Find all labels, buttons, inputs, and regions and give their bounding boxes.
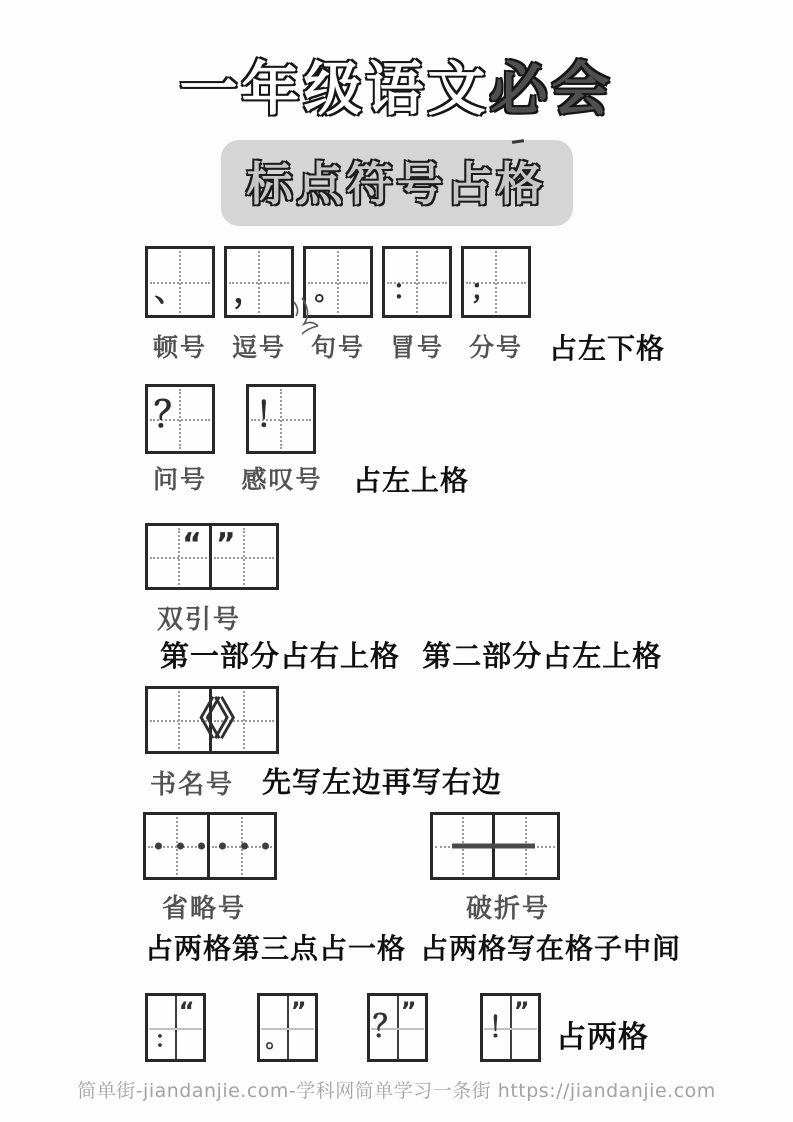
ellipsis-dot [177, 843, 184, 850]
combo-cell [257, 993, 318, 1062]
grid-cell [145, 384, 215, 454]
cell-label: 顿号 [152, 333, 207, 362]
section-note: 先写左边再写右边 [262, 765, 503, 799]
grid-cell [382, 246, 452, 318]
combo-left-mark: 。 [265, 1028, 288, 1054]
stray-pen-scribble [288, 292, 332, 338]
cell-label: 逗号 [231, 333, 286, 362]
combo-cell [367, 993, 428, 1062]
punctuation-mark: 、 [154, 273, 185, 309]
double-grid-cell-ellipsis [143, 812, 277, 880]
grid-cell [145, 686, 222, 754]
combo-right-mark: “ [178, 997, 195, 1025]
combo-left-mark: ？ [372, 1008, 403, 1044]
grid-cell [145, 523, 212, 590]
double-grid-cell-dash [430, 812, 560, 880]
combo-right-mark: ” [290, 997, 307, 1025]
cell-label: 省略号 [162, 894, 247, 924]
ellipsis-dot [155, 843, 162, 850]
page-title-accent: 必会 [489, 55, 614, 123]
combo-right-mark: ” [400, 997, 417, 1025]
punctuation-mark: ！ [255, 395, 290, 436]
punctuation-mark: ； [470, 273, 499, 307]
grid-cell [224, 246, 294, 318]
book-close-mark: 》 [213, 694, 258, 745]
section-note: 第一部分占右上格 第二部分占左上格 [160, 639, 663, 673]
ellipsis-dot [219, 843, 226, 850]
double-grid-cell [145, 686, 279, 754]
open-quote-mark: “ [182, 527, 202, 562]
punctuation-mark: ， [233, 272, 266, 311]
cell-label: 句号 [310, 333, 365, 362]
grid-cell [212, 686, 279, 754]
subtitle-badge [221, 140, 573, 226]
book-open-mark: 《 [177, 694, 222, 745]
grid-cell [246, 384, 316, 454]
section-note: 占两格第三点占一格 [145, 932, 407, 965]
punctuation-mark: ： [392, 274, 420, 306]
combo-left-mark: ！ [488, 1009, 517, 1043]
cell-label: 分号 [468, 333, 523, 362]
cell-label: 冒号 [389, 333, 444, 362]
combo-cell [480, 993, 541, 1062]
combo-left-mark: ： [154, 1026, 178, 1053]
close-quote-mark: ” [215, 527, 236, 562]
ellipsis-dot [198, 843, 205, 850]
cell-label: 感叹号 [241, 465, 323, 494]
grid-cell [145, 246, 215, 318]
punctuation-mark: ？ [153, 394, 190, 436]
section-note: 占左下格 [549, 332, 666, 365]
subtitle-row [0, 140, 793, 226]
punctuation-mark: 。 [314, 276, 342, 308]
footer-text: 简单街-jiandanjie.com-学科网简单学习一条街 https://jiandanjie.com [77, 1080, 716, 1102]
combo-cell [145, 993, 206, 1062]
cell-label: 问号 [152, 465, 207, 494]
section-note: 占两格写在格子中间 [420, 932, 682, 965]
subtitle-text: 标点符号占格 [246, 157, 547, 211]
cell-label: 书名号 [150, 770, 235, 800]
dash-mark-line [452, 844, 535, 849]
section-note: 占左上格 [353, 464, 470, 497]
cell-label: 双引号 [157, 605, 242, 635]
section-note: 占两格 [556, 1020, 649, 1055]
page-title-main: 一年级语文 [179, 55, 490, 123]
cell-label: 破折号 [466, 894, 551, 924]
ellipsis-dot [241, 843, 248, 850]
grid-cell [461, 246, 531, 318]
double-grid-cell [145, 523, 279, 590]
grid-cell [212, 523, 279, 590]
page-title [0, 55, 793, 123]
ellipsis-dot [262, 843, 269, 850]
combo-right-mark: ” [513, 997, 530, 1025]
